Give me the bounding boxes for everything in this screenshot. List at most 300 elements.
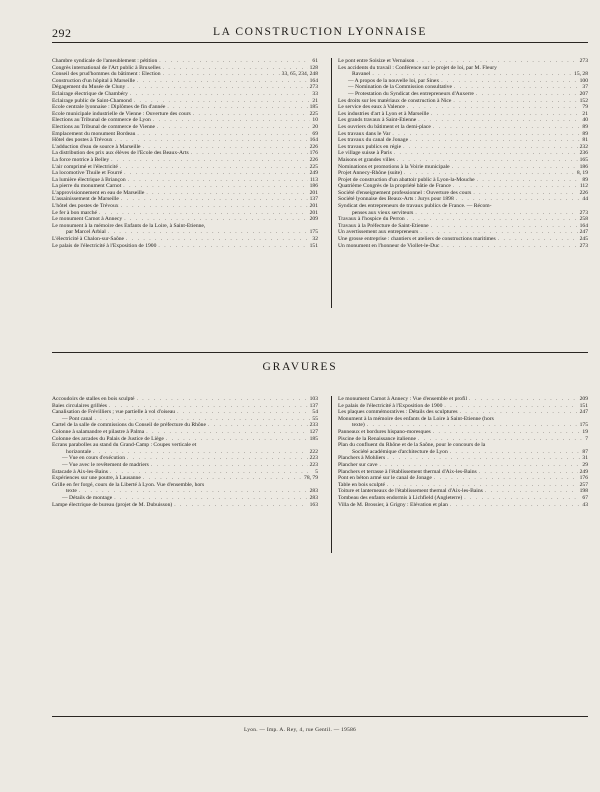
index-entry (338, 150, 588, 157)
entry-title: Elections au Tribunal de commerce de Vienne (52, 123, 156, 130)
dot-leader (394, 150, 578, 157)
index-entry (338, 442, 588, 449)
index-entry (338, 196, 588, 203)
entry-title: Les ouvriers du bâtiment et la demi-place (338, 123, 431, 130)
entry-page: 33 (312, 90, 318, 97)
index-entry (338, 104, 588, 111)
dot-leader (477, 177, 581, 184)
dot-leader (79, 488, 308, 495)
index-entry (52, 117, 318, 124)
entry-page: 33, 65, 234, 248 (281, 71, 318, 78)
dot-leader (433, 124, 581, 131)
entry-title: Travaux à l'hospice du Perron (338, 216, 405, 223)
dot-leader (379, 462, 580, 469)
entry-page: 21 (582, 110, 588, 117)
entry-title: L'électricité à Chalon-sur-Saône (52, 236, 125, 243)
dot-leader (454, 84, 580, 91)
index-entry (52, 71, 318, 78)
index-entry (52, 183, 318, 190)
dot-leader (469, 396, 578, 403)
entry-page: 164 (579, 222, 588, 229)
index-entry (338, 495, 588, 502)
dot-leader (166, 436, 308, 443)
entry-page: 164 (309, 137, 318, 144)
entry-title: Plancher sur cave (338, 461, 378, 468)
entry-title: Projet de construction d'un abattoir public à Lyon-la-Mouche (338, 176, 475, 183)
entry-page: 185 (309, 435, 318, 442)
dot-leader (387, 482, 578, 489)
dot-leader (415, 210, 577, 217)
journal-title: LA CONSTRUCTION LYONNAISE (213, 26, 427, 38)
dot-leader (407, 104, 581, 111)
entry-title: Maisons et grandes villes (338, 156, 395, 163)
entry-page: 103 (309, 396, 318, 402)
entry-title: Un avertissement aux entrepreneurs (338, 229, 419, 236)
entry-title: Tombeau des enfants endormis à Lichfield (Angleterre) (338, 494, 463, 501)
index-entry (338, 236, 588, 243)
entry-page: 185 (309, 104, 318, 111)
index-entry (338, 58, 588, 65)
entry-page: 198 (579, 488, 588, 495)
entry-title: Le monument à la mémoire des Enfants de la Loire, à Saint-Etienne, (52, 222, 206, 229)
entry-title: L'assainissement de Marseille (52, 196, 119, 203)
entry-page: 37 (582, 84, 588, 91)
index-entry (52, 190, 318, 197)
entry-page: 165 (579, 156, 588, 163)
entry-page: 226 (309, 143, 318, 150)
dot-leader (163, 65, 308, 72)
dot-leader (121, 196, 308, 203)
entry-page: 225 (309, 110, 318, 117)
index-entry (52, 78, 318, 85)
index-entry (338, 124, 588, 131)
index-entry (52, 84, 318, 91)
entry-title: Colonne des arcades du Palais de Justice de Liège (52, 435, 164, 442)
entry-title: Les travaux dans le Var (338, 130, 391, 137)
index-entry (338, 71, 588, 78)
dot-leader (143, 475, 302, 482)
entry-page: 112 (579, 183, 588, 190)
index-entry (338, 65, 588, 72)
entry-page: 222 (309, 448, 318, 455)
dot-leader (452, 164, 578, 171)
entry-page: 15, 28 (574, 71, 588, 78)
dot-leader (456, 196, 581, 203)
gravures-column-left (52, 396, 318, 508)
entry-page: 175 (579, 422, 588, 429)
dot-leader (151, 462, 308, 469)
entry-page: 89 (582, 130, 588, 137)
index-entry (338, 416, 588, 423)
entry-page: 176 (579, 475, 588, 482)
index-entry (338, 436, 588, 443)
index-entry (52, 223, 318, 230)
entry-title: Un monument en l'honneur de Viollet-le-Duc (338, 242, 440, 249)
entry-page: 32 (312, 236, 318, 243)
dot-leader (157, 124, 310, 131)
dot-leader (124, 170, 307, 177)
dot-leader (134, 98, 311, 105)
index-entry (52, 131, 318, 138)
index-column-left (52, 58, 318, 249)
index-entry (52, 488, 318, 495)
entry-title: Monument à la mémoire des enfants de la Loire à Saint-Etienne (hors (338, 415, 494, 422)
index-entry (52, 137, 318, 144)
entry-page: 233 (309, 422, 318, 429)
entry-page: 201 (309, 189, 318, 196)
index-entry (52, 216, 318, 223)
index-entry (52, 455, 318, 462)
index-entry (338, 210, 588, 217)
index-entry (52, 91, 318, 98)
entry-title: Travaux à la Préfecture de Saint-Etienne (338, 222, 429, 229)
entry-title: Ecole municipale industrielle de Vienne : Ouverture des cours (52, 110, 191, 117)
entry-title: Villa de M. Brossier, à Grigny : Elévation et plan (338, 501, 448, 508)
page-header (52, 26, 588, 43)
entry-page: 223 (309, 461, 318, 468)
dot-leader (163, 71, 280, 78)
entry-page: 201 (309, 203, 318, 210)
entry-title: Congrès international de l'Art public à Bruxelles (52, 64, 161, 71)
index-entry (52, 104, 318, 111)
entry-title: L'hôtel des postes de Trévoux (52, 203, 119, 210)
entry-title: Le palais de l'électricité à l'Exposition de 1900 (338, 402, 443, 409)
index-entry (338, 170, 588, 177)
index-entry (52, 177, 318, 184)
dot-leader (143, 144, 308, 151)
entry-title: — Détails de montage (62, 494, 113, 501)
dot-leader (450, 502, 581, 509)
dot-leader (93, 449, 307, 456)
dot-leader (130, 91, 310, 98)
index-entry (52, 157, 318, 164)
entry-title: La lumière électrique à Briançon (52, 176, 126, 183)
entry-page: 128 (309, 64, 318, 71)
entry-title: horizontale (66, 448, 92, 455)
index-entry (338, 422, 588, 429)
index-entry (52, 111, 318, 118)
entry-title: Le village suisse à Paris (338, 150, 392, 157)
index-entry (338, 98, 588, 105)
entry-page: 201 (309, 209, 318, 216)
index-entry (52, 144, 318, 151)
entry-page: 89 (582, 176, 588, 183)
index-entry (52, 170, 318, 177)
entry-title: — Vue avec le revêtement de madriers (62, 461, 149, 468)
entry-title: Le palais de l'électricité à l'Exposition de 1900 (52, 242, 157, 249)
entry-title: L'air comprimé et l'électricité (52, 163, 118, 170)
dot-leader (410, 137, 580, 144)
entry-title: Plan du confluent du Rhône et de la Saône, pour le concours de la (338, 442, 486, 449)
entry-title: Les accidents du travail : Conférence sur le projet de loi, par M. Fleury (338, 64, 497, 71)
index-entry (52, 429, 318, 436)
entry-title: texte) (352, 422, 365, 429)
dot-leader (127, 84, 307, 91)
dot-leader (193, 111, 308, 118)
entry-page: 5 (315, 468, 318, 475)
index-entry (338, 475, 588, 482)
index-entry (338, 111, 588, 118)
index-entry (52, 469, 318, 476)
entry-title: Cartel de la salle de commissions du Conseil de préfecture du Rhône (52, 422, 206, 429)
entry-title: — Protestation du Syndicat des entrepreneurs d'Auxerre (348, 90, 474, 97)
dot-leader (473, 190, 577, 197)
index-entry (52, 58, 318, 65)
entry-page: 226 (309, 156, 318, 163)
entry-title: Le monument Carnot à Annecy : Vue d'ensemble et profil (338, 396, 468, 402)
index-entry (338, 91, 588, 98)
entry-page: 151 (579, 402, 588, 409)
entry-title: Planchers et terrasse à l'établissement thermal d'Aix-les-Bains (338, 468, 477, 475)
entry-title: Table en bois sculpté (338, 481, 385, 488)
entry-page: 89 (582, 123, 588, 130)
dot-leader (397, 157, 578, 164)
dot-leader (137, 131, 310, 138)
index-entry (52, 482, 318, 489)
entry-title: La locomotive Thuile et Fourré (52, 170, 123, 177)
index-entry (338, 455, 588, 462)
entry-title: Canalisation de Frévilliers ; vue partielle à vol d'oiseau (52, 409, 176, 416)
dot-leader (109, 403, 308, 410)
footer-rule (52, 716, 588, 717)
dot-leader (433, 429, 581, 436)
dot-leader (453, 183, 578, 190)
index-entry (338, 203, 588, 210)
index-entry (338, 409, 588, 416)
entry-page: 283 (309, 488, 318, 495)
index-entry (52, 436, 318, 443)
dot-leader (453, 98, 577, 105)
dot-leader (137, 78, 308, 85)
entry-page: 273 (579, 58, 588, 64)
dot-leader (99, 210, 308, 217)
dot-leader (146, 190, 307, 197)
dot-leader (404, 170, 575, 177)
entry-page: 186 (309, 183, 318, 190)
index-entry (52, 396, 318, 403)
index-entry (338, 144, 588, 151)
index-entry (52, 229, 318, 236)
entry-page: 247 (579, 229, 588, 236)
entry-page: 19 (582, 428, 588, 435)
dot-leader (128, 177, 308, 184)
entry-page: 176 (309, 150, 318, 157)
entry-page: 21 (312, 97, 318, 104)
index-entry (52, 462, 318, 469)
entry-title: La force motrice à Belley (52, 156, 110, 163)
entry-page: 137 (309, 196, 318, 203)
index-entry (52, 236, 318, 243)
page-number: 292 (52, 26, 72, 40)
index-entry (338, 488, 588, 495)
entry-title: Quatrième Congrès de la propriété bâtie de France (338, 183, 451, 190)
entry-title: Hôtel des postes à Trévoux (52, 137, 113, 144)
dot-leader (460, 409, 578, 416)
index-entry (52, 403, 318, 410)
entry-page: 81 (582, 137, 588, 144)
entry-title: Baies circulaires grillées (52, 402, 107, 409)
entry-page: 273 (579, 209, 588, 216)
dot-leader (124, 216, 307, 223)
dot-leader (372, 71, 572, 78)
index-entry (338, 449, 588, 456)
index-entry (338, 462, 588, 469)
dot-leader (158, 243, 307, 250)
gravures-column-right (331, 396, 588, 553)
entry-page: 273 (579, 242, 588, 249)
index-entry (338, 502, 588, 509)
entry-page: 127 (309, 428, 318, 435)
dot-leader (120, 164, 308, 171)
index-entry (52, 150, 318, 157)
entry-title: Piscine de la Renaissance italienne (338, 435, 416, 442)
index-entry (52, 475, 318, 482)
dot-leader (407, 216, 578, 223)
entry-title: Les plaques commémoratives : Détails des sculptures (338, 409, 458, 416)
entry-title: Pont en béton armé sur le canal de Jonage (338, 475, 432, 482)
dot-leader (111, 157, 307, 164)
entry-title: Accoudoirs de stalles en bois sculpté (52, 396, 135, 402)
entry-page: 31 (582, 455, 588, 462)
dot-leader (418, 436, 583, 443)
index-entry (52, 98, 318, 105)
dot-leader (146, 429, 307, 436)
entry-page: 69 (312, 130, 318, 137)
entry-title: — Pont canal (62, 415, 93, 422)
entry-title: Le monument Carnot à Annecy (52, 216, 123, 223)
entry-title: Ecrans parabolles au stand du Grand-Camp : Coupes verticale et (52, 442, 197, 449)
entry-page: 87 (582, 448, 588, 455)
entry-title: La distribution des prix aux élèves de l'Ecole des Beaux-Arts (52, 150, 189, 157)
index-entry (52, 495, 318, 502)
entry-page: 249 (579, 468, 588, 475)
dot-leader (153, 117, 311, 124)
entry-page: 249 (309, 170, 318, 177)
entry-title: Conseil des prud'hommes du bâtiment : Election (52, 71, 161, 78)
index-column-right (331, 58, 588, 308)
index-entry (52, 243, 318, 250)
index-entry (52, 409, 318, 416)
index-entry (338, 117, 588, 124)
dot-leader (420, 229, 577, 236)
dot-leader (403, 144, 578, 151)
entry-page: 113 (309, 176, 318, 183)
entry-page: 258 (579, 216, 588, 223)
section-divider (52, 352, 588, 353)
index-entry (338, 137, 588, 144)
entry-page: 283 (309, 494, 318, 501)
entry-title: — A propos de la nouvelle loi, par Sinex (348, 77, 440, 84)
dot-leader (108, 229, 308, 236)
entry-title: L'approvisionnement en eau de Marseille (52, 189, 145, 196)
entry-page: 10 (312, 117, 318, 124)
entry-page: 44 (582, 196, 588, 203)
entry-title: Planchers à Mohliers (338, 455, 386, 462)
dot-leader (123, 183, 307, 190)
entry-page: 226 (579, 189, 588, 196)
dot-leader (110, 469, 313, 476)
index-entry (338, 216, 588, 223)
entry-title: Emplacement du monument Bordeau (52, 130, 136, 137)
entry-title: Dégagement du Musée de Cluny (52, 84, 126, 91)
index-entry (338, 164, 588, 171)
index-entry (338, 183, 588, 190)
entry-page: 186 (579, 163, 588, 170)
dot-leader (367, 422, 578, 429)
entry-page: 223 (309, 455, 318, 462)
index-entry (52, 164, 318, 171)
dot-leader (444, 403, 577, 410)
entry-page: 247 (579, 409, 588, 416)
entry-title: Société académique d'architecture de Lyon (352, 448, 448, 455)
dot-leader (431, 223, 578, 230)
dot-leader (174, 502, 307, 509)
entry-page: 245 (579, 236, 588, 243)
index-entry (52, 416, 318, 423)
dot-leader (479, 469, 578, 476)
dot-leader (431, 111, 580, 118)
entry-page: 257 (579, 481, 588, 488)
entry-page: 55 (312, 415, 318, 422)
entry-page: 164 (309, 77, 318, 84)
dot-leader (126, 236, 310, 243)
index-entry (338, 177, 588, 184)
entry-title: Les travaux du canal de Jonage (338, 137, 409, 144)
entry-title: Société d'enseignement professionnel : Ouverture des cours (338, 189, 472, 196)
index-entry (338, 243, 588, 250)
dot-leader (121, 203, 308, 210)
entry-title: Société lyonnaise des Beaux-Arts : Jurys pour 1898 (338, 196, 454, 203)
dot-leader (498, 236, 578, 243)
entry-title: texte (66, 488, 77, 495)
entry-page: 175 (309, 229, 318, 236)
entry-title: Projet Annecy-Rhône (suite) (338, 170, 403, 177)
dot-leader (464, 495, 580, 502)
entry-title: Panneaux et bordures hispano-moresques (338, 428, 431, 435)
index-entry (338, 396, 588, 403)
entry-title: Les industries d'art à Lyon et à Marseille (338, 110, 429, 117)
index-entry (52, 65, 318, 72)
entry-title: Les travaux publics en régie (338, 143, 402, 150)
entry-page: 163 (309, 501, 318, 508)
entry-title: Ecole centrale lyonnaise : Diplômes de fin d'année (52, 104, 166, 111)
dot-leader (137, 396, 308, 403)
index-entry (338, 131, 588, 138)
entry-page: 152 (579, 97, 588, 104)
index-entry (52, 196, 318, 203)
entry-title: par Marcel Arbial (66, 229, 106, 236)
index-entry (338, 157, 588, 164)
dot-leader (450, 449, 581, 456)
entry-title: Les droits sur les matériaux de construction à Nice (338, 97, 452, 104)
entry-page: 137 (309, 402, 318, 409)
dot-leader (387, 455, 580, 462)
entry-page: 209 (579, 396, 588, 402)
dot-leader (208, 422, 308, 429)
entry-title: Lampe électrique de bureau (projet de M. Dubuisson) (52, 501, 173, 508)
dot-leader (434, 475, 578, 482)
entry-title: Construction d'un hôpital à Marseille (52, 77, 136, 84)
index-entry (52, 203, 318, 210)
dot-leader (127, 455, 308, 462)
index-entry (338, 84, 588, 91)
entry-page: 207 (579, 90, 588, 97)
index-entry (52, 442, 318, 449)
entry-page: 8, 19 (576, 170, 588, 177)
printer-imprint: Lyon. — Imp. A. Rey, 4, rue Gentil. — 19586 (243, 727, 357, 733)
entry-page: 232 (579, 143, 588, 150)
dot-leader (191, 150, 308, 157)
